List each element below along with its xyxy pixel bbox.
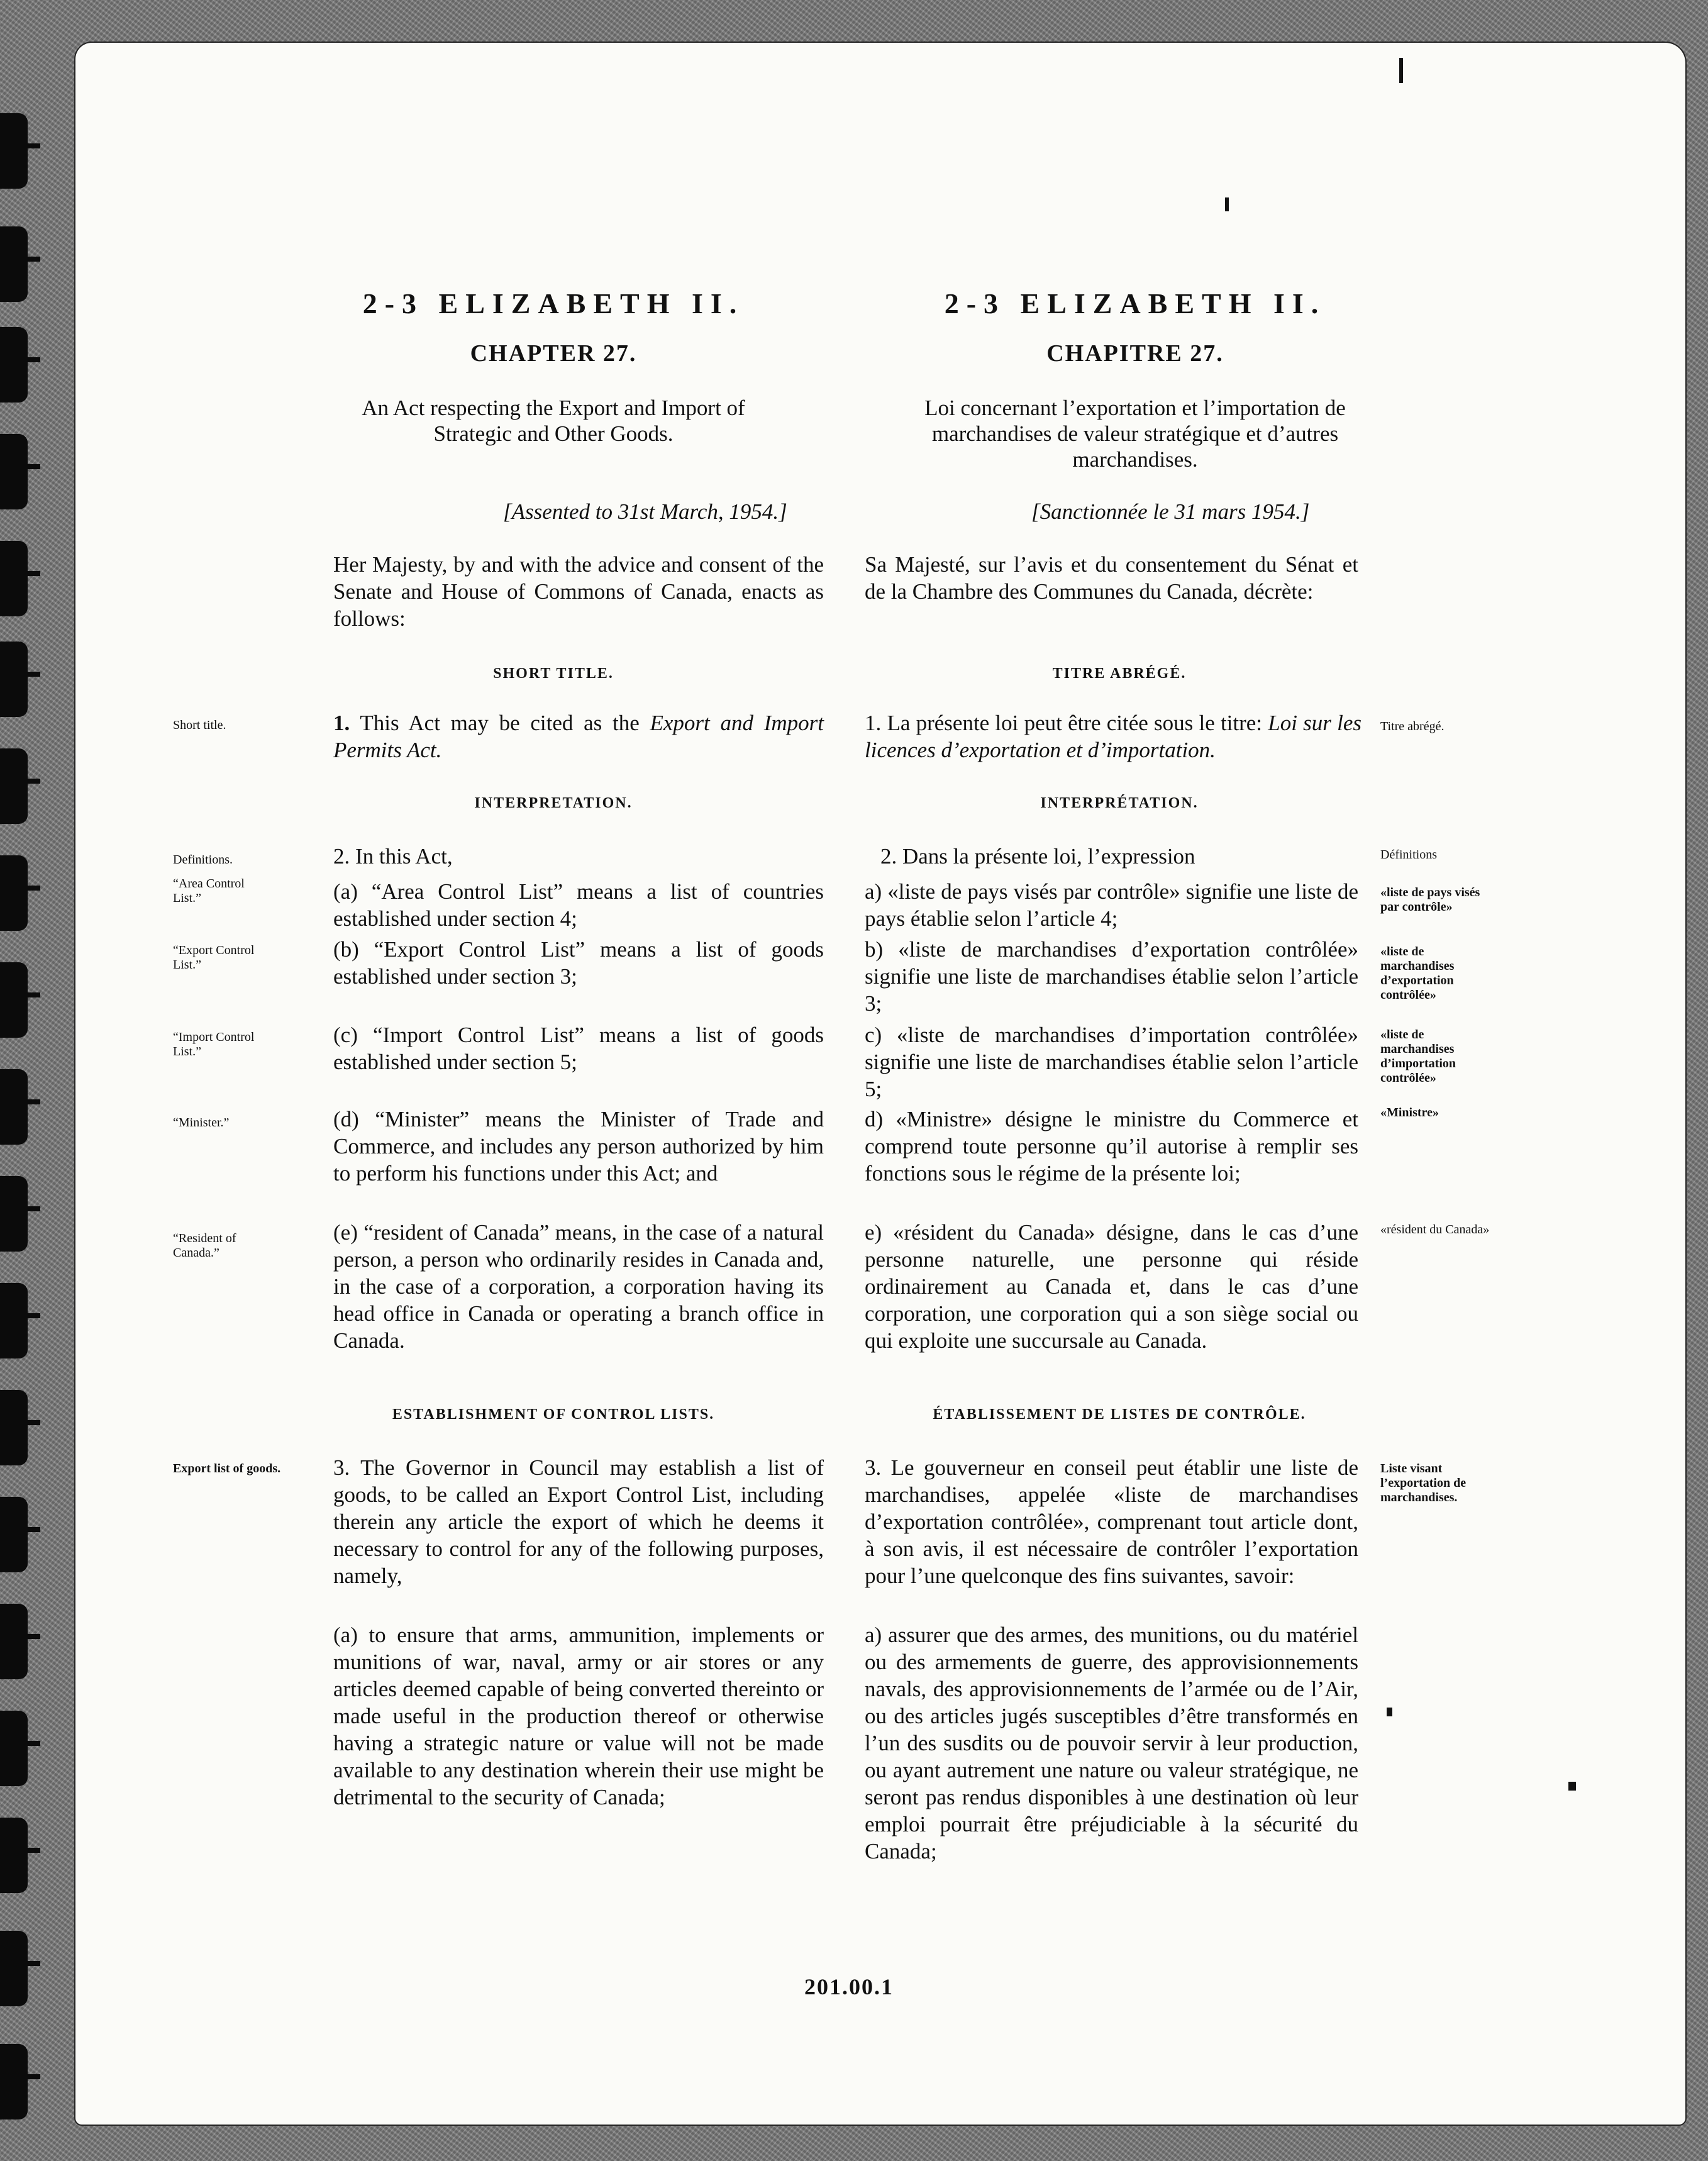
binder-ring [0, 642, 28, 717]
french-definition-c: c) «liste de marchandises d’importation contrôlée» signifie une liste de marchandises établie selon l’article 5; [865, 1023, 1358, 1101]
margin-note-area: “Area Control List.” [173, 877, 245, 905]
french-section-2-intro: 2. Dans la présente loi, l’expression [880, 844, 1195, 869]
margin-note-minister-fr: «Ministre» [1380, 1106, 1439, 1119]
english-title: An Act respecting the Export and Import of Strategic and Other Goods. [362, 396, 745, 446]
document-page [75, 43, 1685, 2125]
binder-ring [0, 541, 28, 616]
binder-ring [0, 1069, 28, 1145]
margin-note-definitions-fr: Définitions [1380, 848, 1437, 862]
english-section-3: 3. The Governor in Council may establish a list of goods, to be called an Export Control List, including therein any article the export of which he deems it necessary to control for any of the following purposes, namely, [333, 1455, 824, 1588]
english-definition-c: (c) “Import Control List” means a list of goods established under section 5; [333, 1023, 824, 1074]
binder-ring [0, 1283, 28, 1358]
binder-ring [0, 1604, 28, 1679]
french-section-3: 3. Le gouverneur en conseil peut établir une liste de marchandises, appelée «liste de marchandises d’exportation contrôlée», comprenant tout article dont, à son avis, il est nécessaire de contrôler l’exportation pour l’une quelconque des fins suivantes, savoir: [865, 1455, 1358, 1588]
margin-note-export-list-fr: Liste visant l’exportation de marchandises. [1380, 1462, 1467, 1504]
margin-note-short-title-fr: Titre abrégé. [1380, 719, 1445, 733]
english-section-2-intro: 2. In this Act, [333, 844, 453, 869]
binder-rings [0, 0, 82, 2161]
english-definition-e: (e) “resident of Canada” means, in the case of a natural person, a person who ordinarily resides in Canada and, in the case of a corporation, a corporation having its head office in Canada or operating a branch office in Canada. [333, 1220, 824, 1353]
binder-ring [0, 327, 28, 403]
french-section-1 [865, 709, 1361, 764]
french-chapter: CHAPITRE 27. [1046, 340, 1224, 367]
section-number: 1. [333, 711, 350, 735]
scan-mark [1568, 1782, 1576, 1791]
binder-ring [0, 1818, 28, 1893]
margin-note-area-fr: «liste de pays visés par contrôle» [1380, 886, 1480, 914]
binder-ring [0, 434, 28, 509]
english-enacting-clause: Her Majesty, by and with the advice and consent of the Senate and House of Commons of Canada, enacts as follows: [333, 552, 824, 631]
french-enacting-clause: Sa Majesté, sur l’avis et du consentement du Sénat et de la Chambre des Communes du Canada, décrète: [865, 552, 1358, 604]
binder-ring [0, 1931, 28, 2006]
english-interpretation-heading: INTERPRETATION. [474, 795, 633, 811]
binder-ring [0, 1497, 28, 1572]
binder-ring [0, 855, 28, 931]
binder-ring [0, 113, 28, 189]
english-section-1 [333, 709, 824, 764]
margin-note-minister: “Minister.” [173, 1116, 230, 1130]
margin-note-export: “Export Control List.” [173, 943, 255, 972]
margin-note-resident-fr: «résident du Canada» [1380, 1223, 1490, 1236]
english-short-title-heading: SHORT TITLE. [493, 665, 614, 682]
french-assent: [Sanctionnée le 31 mars 1954.] [1031, 499, 1310, 524]
french-short-title-heading: TITRE ABRÉGÉ. [1052, 665, 1187, 682]
margin-note-definitions: Definitions. [173, 853, 233, 867]
binder-ring [0, 1176, 28, 1252]
margin-note-export-list: Export list of goods. [173, 1462, 281, 1475]
page-number: 201.00.1 [804, 1974, 894, 1999]
french-definition-a: a) «liste de pays visés par contrôle» signifie une liste de pays établie selon l’article 4; [865, 879, 1358, 931]
french-title: Loi concernant l’exportation et l’importation de marchandises de valeur stratégique et d’autres marchandises. [924, 396, 1346, 472]
french-definition-b: b) «liste de marchandises d’exportation contrôlée» signifie une liste de marchandises établie selon l’article 3; [865, 937, 1358, 1016]
scan-mark [1399, 58, 1403, 83]
english-definition-d: (d) “Minister” means the Minister of Trade and Commerce, and includes any person authorized by him to perform his functions under this Act; and [333, 1107, 824, 1186]
english-chapter: CHAPTER 27. [470, 340, 637, 367]
margin-note-short-title: Short title. [173, 718, 226, 732]
binder-ring [0, 2044, 28, 2119]
binder-ring [0, 226, 28, 302]
section-1-text: This Act may be cited as the [360, 711, 640, 735]
margin-note-resident: “Resident of Canada.” [173, 1231, 236, 1260]
section-1-text: 1. La présente loi peut être citée sous le titre: [865, 711, 1263, 735]
french-section-3-a: a) assurer que des armes, des munitions, ou du matériel ou des armements de guerre, des approvisionnements navals, des approvisionnements de l’armée ou de l’Air, ou des articles jugés susceptibles d’être transformés en l’un des susdits ou de pouvoir servir à leur production, ou ayant autrement une nature ou valeur stratégique, ne seront pas rendus disponibles à une destination où leur emploi pourrait être préjudiciable à la sécurité du Canada; [865, 1623, 1358, 1864]
english-definition-b: (b) “Export Control List” means a list of goods established under section 3; [333, 937, 824, 989]
english-section-3-a: (a) to ensure that arms, ammunition, implements or munitions of war, naval, army or air stores or any articles deemed capable of being converted thereinto or made useful in the production thereof or otherwise having a strategic nature or value will not be made available to any destination wherein their use might be detrimental to the security of Canada; [333, 1623, 824, 1809]
scan-mark [1225, 197, 1229, 211]
french-interpretation-heading: INTERPRÉTATION. [1040, 795, 1199, 811]
margin-note-export-fr: «liste de marchandises d’exportation contrôlée» [1380, 945, 1455, 1002]
binder-ring [0, 748, 28, 824]
french-definition-d: d) «Ministre» désigne le ministre du Commerce et comprend toute personne qu’il autorise à remplir ses fonctions sous le régime de la présente loi; [865, 1107, 1358, 1186]
english-heading: 2-3 ELIZABETH II. [362, 287, 745, 319]
margin-note-import: “Import Control List.” [173, 1030, 255, 1058]
scan-mark [1387, 1708, 1392, 1716]
french-definition-e: e) «résident du Canada» désigne, dans le cas d’une personne naturelle, une personne qui réside ordinairement au Canada et, dans le cas d’une corporation, une corporation qui a son siège social ou qui exploite une succursale au Canada. [865, 1220, 1358, 1353]
english-establishment-heading: ESTABLISHMENT OF CONTROL LISTS. [392, 1406, 715, 1423]
french-establishment-heading: ÉTABLISSEMENT DE LISTES DE CONTRÔLE. [933, 1406, 1306, 1423]
english-definition-a: (a) “Area Control List” means a list of countries established under section 4; [333, 879, 824, 931]
act-short-title: Loi sur les licences d’exportation et d’importation. [865, 711, 1361, 762]
english-assent: [Assented to 31st March, 1954.] [503, 499, 787, 524]
act-short-title: Export and Import Permits Act. [333, 711, 824, 762]
binder-ring [0, 962, 28, 1038]
margin-note-import-fr: «liste de marchandises d’importation contrôlée» [1380, 1028, 1456, 1085]
french-heading: 2-3 ELIZABETH II. [944, 287, 1326, 319]
binder-ring [0, 1390, 28, 1465]
binder-ring [0, 1711, 28, 1786]
